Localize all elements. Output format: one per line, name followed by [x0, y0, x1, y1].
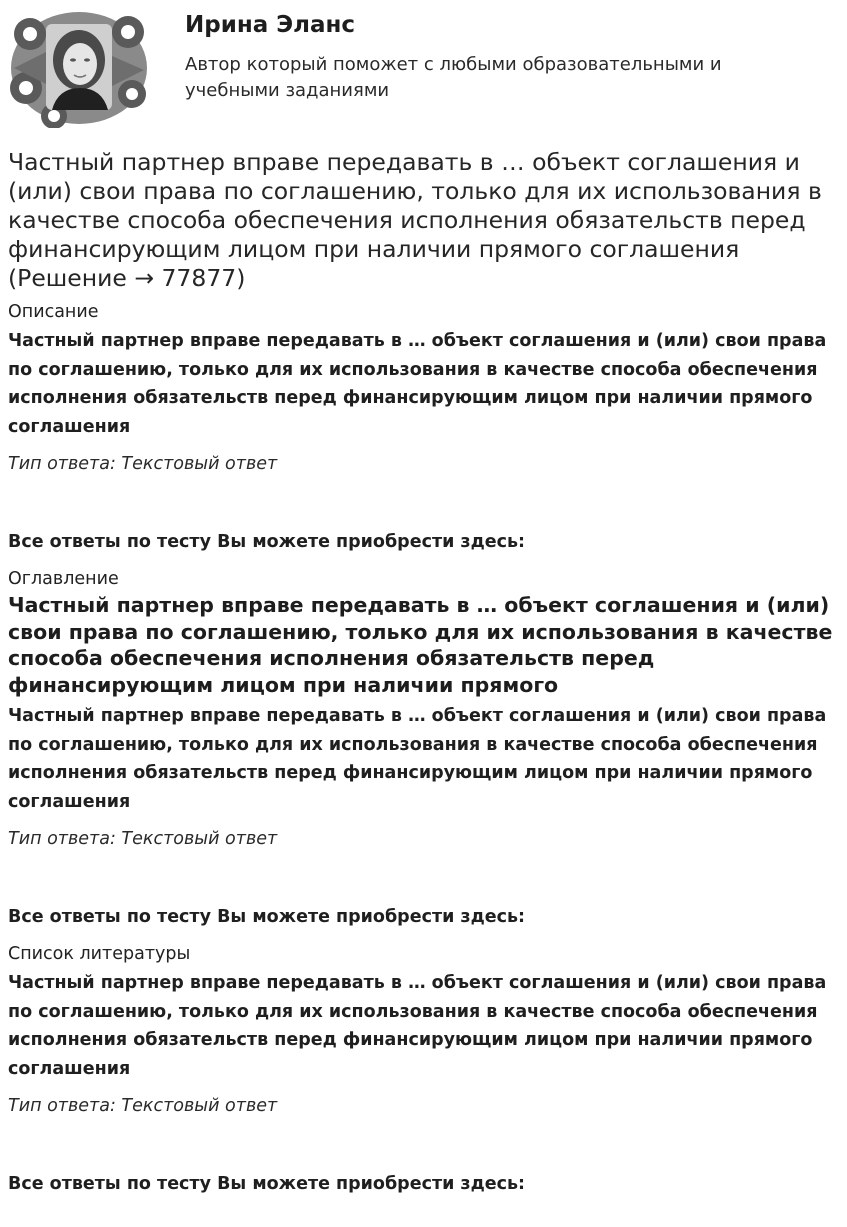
toc-buy-link[interactable]: Все ответы по тесту Вы можете приобрести здесь:: [8, 907, 526, 927]
description-answer-type: Тип ответа: Текстовый ответ: [8, 454, 278, 474]
literature-buy-link[interactable]: Все ответы по тесту Вы можете приобрести здесь:: [8, 1174, 526, 1194]
toc-section: [8, 568, 843, 928]
toc-answer-type: Тип ответа: Текстовый ответ: [8, 829, 278, 849]
author-description: Автор который поможет с любыми образовательными и учебными заданиями: [185, 54, 722, 101]
toc-heading: Частный партнер вправе передавать в … объект соглашения и (или) свои права по соглашению, только для их использования в качестве способа обеспечения исполнения обязательств перед финансирующим лицом при наличии прямого: [8, 593, 833, 697]
description-question: Частный партнер вправе передавать в … объект соглашения и (или) свои права по соглашению, только для их использования в качестве способа обеспечения исполнения обязательств перед финансирующим лицом при наличии прямого соглашения: [8, 331, 827, 437]
toc-question: Частный партнер вправе передавать в … объект соглашения и (или) свои права по соглашению, только для их использования в качестве способа обеспечения исполнения обязательств перед финансирующим лицом при наличии прямого соглашения: [8, 706, 827, 812]
literature-question: Частный партнер вправе передавать в … объект соглашения и (или) свои права по соглашению, только для их использования в качестве способа обеспечения исполнения обязательств перед финансирующим лицом при наличии прямого соглашения: [8, 973, 827, 1079]
main-content: [8, 148, 843, 1195]
page-title: Частный партнер вправе передавать в … объект соглашения и (или) свои права по соглашению, только для их использования в качестве способа обеспечения исполнения обязательств перед финансирующим лицом при наличии прямого соглашения (Решение → 77877): [8, 148, 822, 292]
description-label: Описание: [8, 302, 99, 322]
literature-label: Список литературы: [8, 944, 191, 964]
author-header: [0, 0, 847, 135]
description-buy-link[interactable]: Все ответы по тесту Вы можете приобрести здесь:: [8, 532, 526, 552]
description-section: [8, 301, 843, 553]
toc-label: Оглавление: [8, 569, 119, 589]
author-name[interactable]: Ирина Эланс: [185, 12, 356, 38]
literature-section: [8, 943, 843, 1195]
literature-answer-type: Тип ответа: Текстовый ответ: [8, 1096, 278, 1116]
author-avatar[interactable]: [8, 8, 150, 128]
